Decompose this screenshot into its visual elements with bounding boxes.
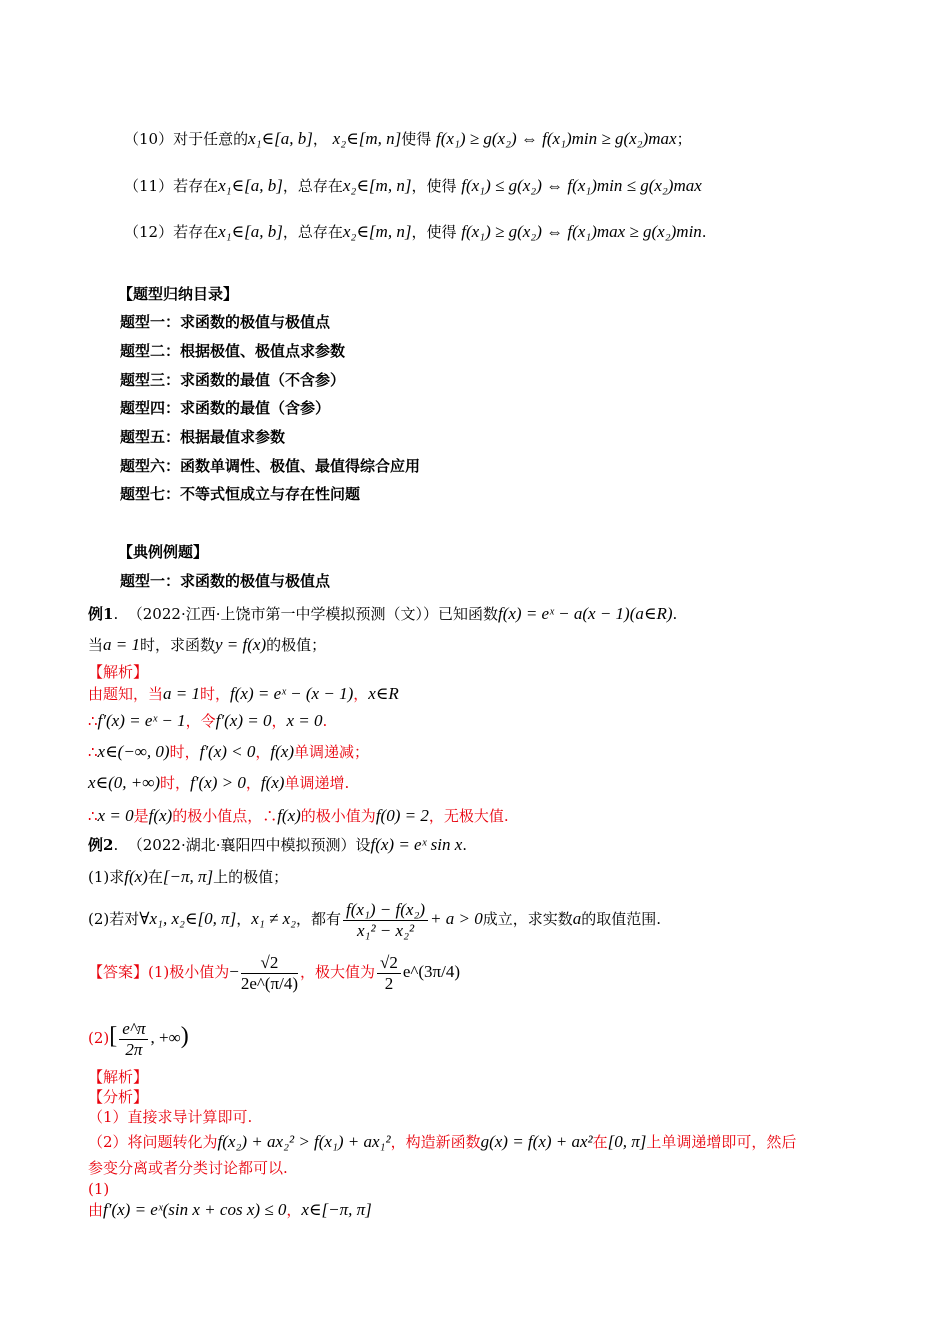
- text: ∴: [88, 712, 98, 730]
- math-infinity: , +∞: [150, 1028, 181, 1047]
- text: 上单调递增即可，然后: [646, 1133, 797, 1151]
- text: 时，: [169, 743, 200, 761]
- example-2-part-1: [88, 866, 288, 888]
- math-fraction: [343, 900, 428, 941]
- math-minus: −: [229, 962, 239, 981]
- text: 当: [88, 636, 104, 654]
- text: (2)若对: [88, 910, 140, 928]
- text: 单调递增.: [284, 774, 350, 792]
- line-12-prefix: （12）若存在: [124, 223, 219, 241]
- fraction-denominator: 2e^(π/4): [240, 973, 299, 993]
- text: ，极大值为: [300, 963, 376, 981]
- text: ，构造新函数: [390, 1133, 481, 1151]
- math-interval: [−π, π]: [162, 867, 214, 886]
- math-equivalence: f(x₁) ≥ g(x₂) ⇔ f(x₁)min ≥ g(x₂)max: [436, 129, 677, 148]
- math-condition: x₁ ≠ x₂: [251, 909, 297, 928]
- fraction-denominator: 2π: [125, 1039, 143, 1059]
- line-10-sep: ，: [312, 130, 328, 148]
- examples-header: 【典例例题】: [118, 543, 209, 561]
- section-title: 题型一：求函数的极值与极值点: [120, 572, 331, 590]
- line-10-end: ；: [676, 130, 692, 148]
- answer-part-2: [88, 1014, 189, 1060]
- math-function: y = f(x): [215, 635, 267, 654]
- line-11-prefix: （11）若存在: [124, 177, 219, 195]
- catalog-item: 题型三：求函数的最值（不含参）: [120, 371, 346, 389]
- example-label: 例2: [88, 836, 114, 854]
- catalog-item: 题型四：求函数的最值（含参）: [120, 399, 331, 417]
- fraction-numerator: √2: [241, 953, 298, 974]
- text: ，: [271, 712, 287, 730]
- math-function: f(x) = eˣ − (x − 1): [230, 684, 354, 703]
- text: 时，: [160, 774, 191, 792]
- math-fraction: [241, 953, 298, 994]
- math-inequality: f′(x) > 0: [190, 773, 246, 792]
- breakdown-2-cont: 参变分离或者分类讨论都可以.: [88, 1159, 288, 1177]
- math-variable: a: [572, 909, 582, 928]
- example-dot: .: [113, 836, 119, 854]
- math-interval: [0, π]: [607, 1132, 647, 1151]
- math-x1-interval: x₁∈[a, b]: [218, 176, 283, 195]
- text: (2): [88, 1029, 110, 1047]
- catalog-item: 题型七：不等式恒成立与存在性问题: [120, 485, 361, 503]
- math-paren-right: ): [180, 1023, 189, 1049]
- line-11-mid: ，使得: [411, 177, 457, 195]
- text: 是: [133, 807, 149, 825]
- text: 在: [592, 1133, 608, 1151]
- line-10-prefix: （10）对于任意的: [124, 130, 249, 148]
- text: ，都有: [296, 910, 342, 928]
- text: (1)极小值为: [148, 963, 230, 981]
- math-x2-interval: x₂∈[m, n]: [342, 176, 412, 195]
- example-end: .: [462, 836, 468, 854]
- math-inequality: f′(x) < 0: [199, 742, 256, 761]
- example-label: 例1: [88, 605, 114, 623]
- answer-label: 【答案】: [88, 963, 149, 981]
- math-function: f(x) = eˣ − a(x − 1)(a∈R): [497, 604, 673, 623]
- example-1-question: [88, 634, 326, 656]
- fraction-denominator: 2: [384, 973, 394, 993]
- solution-step-2: [88, 710, 327, 732]
- math-interval: x∈(−∞, 0): [97, 742, 170, 761]
- fraction-numerator: e^π: [119, 1019, 148, 1040]
- math-function: f(x): [270, 742, 294, 761]
- solution-step-4: [88, 772, 349, 794]
- fraction-numerator: √2: [377, 953, 401, 974]
- text: 时，: [200, 685, 231, 703]
- solution-step-5: [88, 805, 509, 827]
- text: ，: [245, 774, 261, 792]
- line-12-sep: ，总存在: [282, 223, 343, 241]
- example-2-part-2: [88, 897, 661, 941]
- math-equivalence: f(x₁) ≥ g(x₂) ⇔ f(x₁)max ≥ g(x₂)min: [461, 222, 702, 241]
- text: ，: [353, 685, 369, 703]
- text: ∴: [88, 807, 98, 825]
- line-11-sep: ，总存在: [282, 177, 343, 195]
- text: ，: [255, 743, 271, 761]
- catalog-item: 题型五：根据最值求参数: [120, 428, 286, 446]
- text: 的极小值点，∴: [172, 807, 278, 825]
- line-10: [124, 128, 692, 150]
- example-2-statement: [88, 834, 467, 856]
- math-fraction: [377, 953, 401, 994]
- math-bracket-left: [: [109, 1023, 118, 1049]
- math-x1-interval: x₁∈[a, b]: [248, 129, 313, 148]
- analysis-label: 【解析】: [88, 663, 149, 681]
- catalog-title: 【题型归纳目录】: [118, 285, 239, 303]
- math-x2-interval: x₂∈[m, n]: [332, 129, 402, 148]
- answer-part-1: [88, 950, 460, 994]
- math-domain: x∈R: [368, 684, 399, 703]
- solution-part-label: (1): [88, 1180, 110, 1198]
- fraction-numerator: f(x₁) − f(x₂): [343, 900, 428, 921]
- text: 的极小值为: [300, 807, 376, 825]
- example-end: .: [672, 605, 678, 623]
- text: ，无极大值.: [428, 807, 509, 825]
- example-1-statement: [88, 603, 677, 625]
- text: 的取值范围.: [581, 910, 662, 928]
- line-12-mid: ，使得: [411, 223, 457, 241]
- text: （2）将问题转化为: [88, 1133, 218, 1151]
- line-12-end: .: [701, 223, 707, 241]
- math-derivative: f′(x) = eˣ − 1: [97, 711, 186, 730]
- text: 由: [88, 1201, 104, 1219]
- text: ，令: [185, 712, 216, 730]
- text: ，: [286, 1201, 302, 1219]
- math-root: x = 0: [97, 806, 134, 825]
- line-11: [124, 175, 702, 197]
- math-function: f(x) = eˣ sin x: [370, 835, 463, 854]
- text: ∴: [88, 743, 98, 761]
- math-inequality: f(x₂) + ax₂² > f(x₁) + ax₁²: [217, 1132, 391, 1151]
- solution-step-3: [88, 741, 369, 763]
- math-equation: f′(x) = 0: [215, 711, 272, 730]
- breakdown-label: 【分析】: [88, 1088, 149, 1106]
- math-function: g(x) = f(x) + ax²: [480, 1132, 593, 1151]
- math-function: f(x): [124, 867, 148, 886]
- text: 上的极值；: [213, 868, 289, 886]
- math-x1-interval: x₁∈[a, b]: [218, 222, 283, 241]
- math-derivative: f′(x) = eˣ(sin x + cos x) ≤ 0: [103, 1200, 287, 1219]
- math-condition: a = 1: [163, 684, 200, 703]
- math-x2-interval: x₂∈[m, n]: [342, 222, 412, 241]
- solution-step-1: [88, 683, 399, 705]
- text: 成立，求实数: [482, 910, 573, 928]
- math-function: f(x): [277, 806, 301, 825]
- text: 时，求函数: [140, 636, 216, 654]
- breakdown-2: [88, 1131, 796, 1153]
- solution-step: [88, 1199, 372, 1221]
- text: 由题知，当: [88, 685, 164, 703]
- example-dot: .: [113, 605, 119, 623]
- line-10-mid: 使得: [401, 130, 432, 148]
- catalog-item: 题型六：函数单调性、极值、最值得综合应用: [120, 457, 421, 475]
- text: ，: [236, 910, 252, 928]
- math-function: f(x): [148, 806, 173, 825]
- analysis-label: 【解析】: [88, 1068, 149, 1086]
- math-fraction: [119, 1019, 148, 1060]
- catalog-item: 题型二：根据极值、极值点求参数: [120, 342, 346, 360]
- math-value: f(0) = 2: [375, 806, 429, 825]
- math-condition: a = 1: [103, 635, 140, 654]
- math-interval: x∈[−π, π]: [301, 1200, 372, 1219]
- text: 单调递减；: [294, 743, 370, 761]
- breakdown-1: （1）直接求导计算即可.: [88, 1108, 253, 1126]
- text: 在: [147, 868, 163, 886]
- math-equivalence: f(x₁) ≤ g(x₂) ⇔ f(x₁)min ≤ g(x₂)max: [461, 176, 702, 195]
- math-function: f(x): [260, 773, 285, 792]
- math-interval: x∈(0, +∞): [88, 773, 161, 792]
- text: 的极值；: [266, 636, 327, 654]
- math-exponential: e^(3π/4): [402, 962, 461, 981]
- math-root: x = 0: [286, 711, 323, 730]
- example-source: （2022·江西·上饶市第一中学模拟预测（文））已知函数: [127, 605, 498, 623]
- math-quantifier: ∀x₁, x₂∈[0, π]: [139, 909, 237, 928]
- text: (1)求: [88, 868, 125, 886]
- text: .: [322, 712, 328, 730]
- math-inequality: + a > 0: [430, 909, 483, 928]
- fraction-denominator: x₁² − x₂²: [357, 920, 415, 940]
- line-12: [124, 221, 707, 243]
- catalog-item: 题型一：求函数的极值与极值点: [120, 313, 331, 331]
- example-source: （2022·湖北·襄阳四中模拟预测）设: [127, 836, 371, 854]
